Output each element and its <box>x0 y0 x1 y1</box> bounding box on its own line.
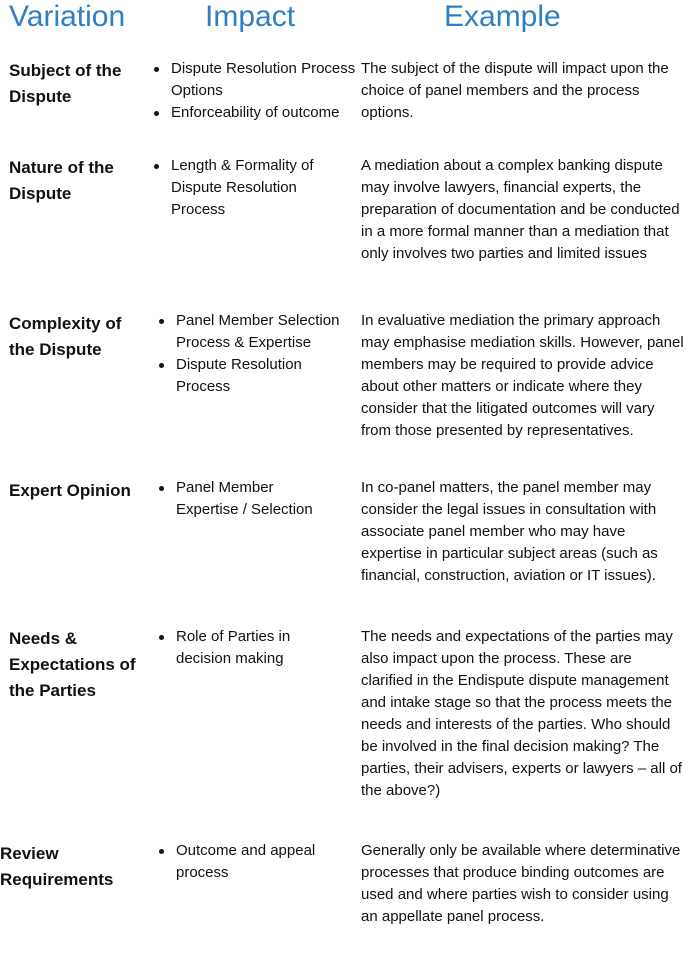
example-subject: The subject of the dispute will impact upon the choice of panel members and the process options. <box>361 60 669 121</box>
impact-list-review <box>176 840 336 884</box>
impact-list-nature <box>171 155 336 221</box>
example-nature: A mediation about a complex banking dispute may involve lawyers, financial experts, the preparation of documentation and be conducted in a more formal manner than a mediation that only involves two parties and limited issues <box>361 157 680 262</box>
impact-item: Dispute Resolution Process Options <box>171 58 356 102</box>
example-complexity: In evaluative mediation the primary approach may emphasise mediation skills. However, panel members may be required to provide advice about other matters or indicate where they consider that the litigated outcomes will vary from those presented by representatives. <box>361 312 684 439</box>
row-label-subject: Subject of the Dispute <box>9 61 122 106</box>
example-review: Generally only be available where determinative processes that produce binding outcomes are used and where parties wish to consider using an appellate panel process. <box>361 842 681 925</box>
example-needs: The needs and expectations of the parties may also impact upon the process. These are clarified in the Endispute dispute management and intake stage so that the process meets the needs and interests of the parties. Who should be involved in the final decision making? The parties, their advisers, experts or lawyers – all of the above?) <box>361 628 682 799</box>
impact-list-needs <box>176 626 336 670</box>
impact-item: Role of Parties in decision making <box>176 626 336 670</box>
impact-item: Outcome and appeal process <box>176 840 336 884</box>
header-variation: Variation <box>9 0 126 33</box>
impact-list-expert-opinion <box>176 477 336 521</box>
impact-item: Dispute Resolution Process <box>176 354 356 398</box>
row-label-nature: Nature of the Dispute <box>9 158 114 203</box>
impact-item: Panel Member Selection Process & Expertise <box>176 310 356 354</box>
impact-item: Enforceability of outcome <box>171 102 356 124</box>
header-impact: Impact <box>205 0 296 33</box>
row-label-review: Review Requirements <box>0 844 114 889</box>
impact-item: Panel Member Expertise / Selection <box>176 477 336 521</box>
row-label-needs: Needs & Expectations of the Parties <box>9 629 136 700</box>
impact-list-complexity <box>176 310 356 398</box>
row-label-expert-opinion: Expert Opinion <box>9 481 131 500</box>
impact-item: Length & Formality of Dispute Resolution Process <box>171 155 336 221</box>
example-expert-opinion: In co-panel matters, the panel member may consider the legal issues in consultation with associate panel member who may have expertise in particular subject areas (such as financial, construction, aviation or IT issues). <box>361 479 658 584</box>
header-example: Example <box>444 0 561 33</box>
impact-list-subject <box>171 58 356 124</box>
row-label-complexity: Complexity of the Dispute <box>9 314 122 359</box>
